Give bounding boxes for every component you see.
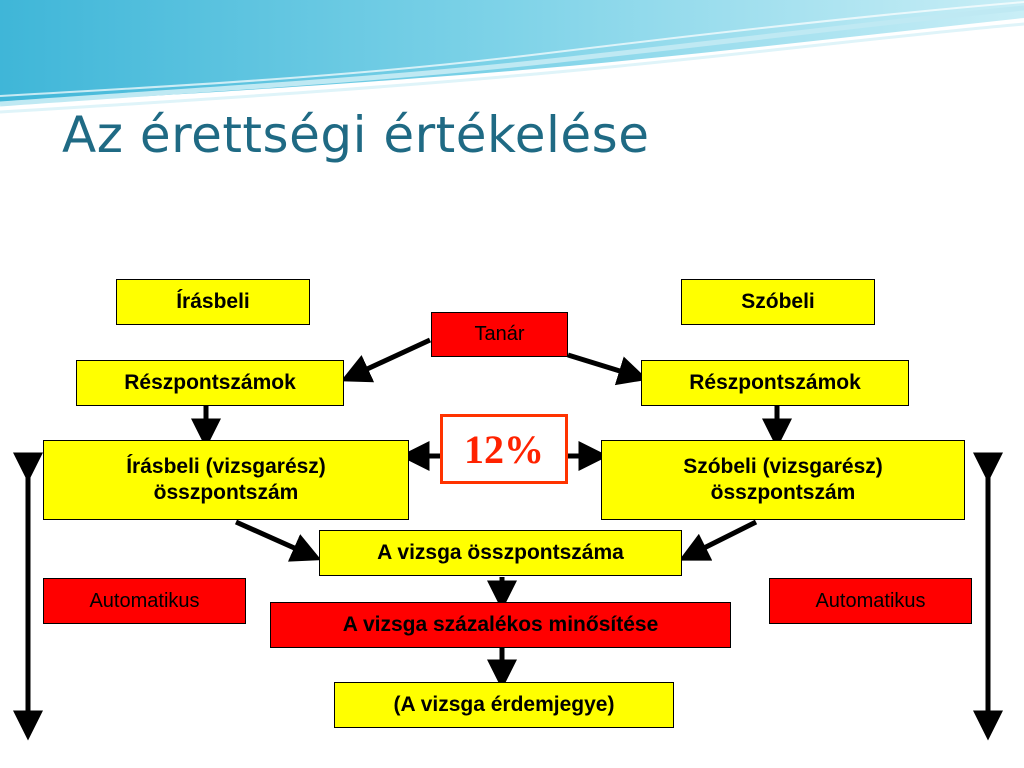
erdemjegy-label: (A vizsga érdemjegye) xyxy=(393,692,615,716)
szobeli-osszpontszam-line2: összpontszám xyxy=(710,481,856,504)
percent-box xyxy=(440,414,568,484)
reszpontszamok-right-box xyxy=(641,360,909,406)
irasbeli-osszpontszam-line2: összpontszám xyxy=(153,481,299,504)
szobeli-label: Szóbeli xyxy=(741,289,815,313)
erdemjegy-box xyxy=(334,682,674,728)
tanar-box xyxy=(431,312,568,357)
arrow-irasbeli-to-vizsga xyxy=(236,522,310,555)
page-title: Az érettségi értékelése xyxy=(62,106,650,164)
szobeli-osszpontszam-line1: Szóbeli (vizsgarész) xyxy=(683,454,883,478)
irasbeli-label: Írásbeli xyxy=(176,289,250,313)
arrow-szobeli-to-vizsga xyxy=(690,522,756,555)
automatikus-left-box xyxy=(43,578,246,624)
szazalekos-minosites-box xyxy=(270,602,731,648)
tanar-label: Tanár xyxy=(474,323,525,345)
irasbeli-box xyxy=(116,279,310,325)
vizsga-osszpontszama-label: A vizsga összpontszáma xyxy=(377,540,624,564)
automatikus-right-box xyxy=(769,578,972,624)
reszpontszamok-left-label: Részpontszámok xyxy=(124,370,296,394)
szobeli-osszpontszam-box xyxy=(601,440,965,520)
arrow-tanar-to-reszpont-left xyxy=(352,340,430,376)
irasbeli-osszpontszam-line1: Írásbeli (vizsgarész) xyxy=(126,454,326,478)
percent-label: 12% xyxy=(464,426,544,472)
reszpontszamok-right-label: Részpontszámok xyxy=(689,370,861,394)
reszpontszamok-left-box xyxy=(76,360,344,406)
irasbeli-osszpontszam-box xyxy=(43,440,409,520)
automatikus-right-label: Automatikus xyxy=(815,589,926,612)
automatikus-left-label: Automatikus xyxy=(89,589,200,612)
vizsga-osszpontszama-box xyxy=(319,530,682,576)
arrow-tanar-to-reszpont-right xyxy=(568,355,636,376)
szobeli-box xyxy=(681,279,875,325)
szazalekos-minosites-label: A vizsga százalékos minősítése xyxy=(342,612,659,636)
